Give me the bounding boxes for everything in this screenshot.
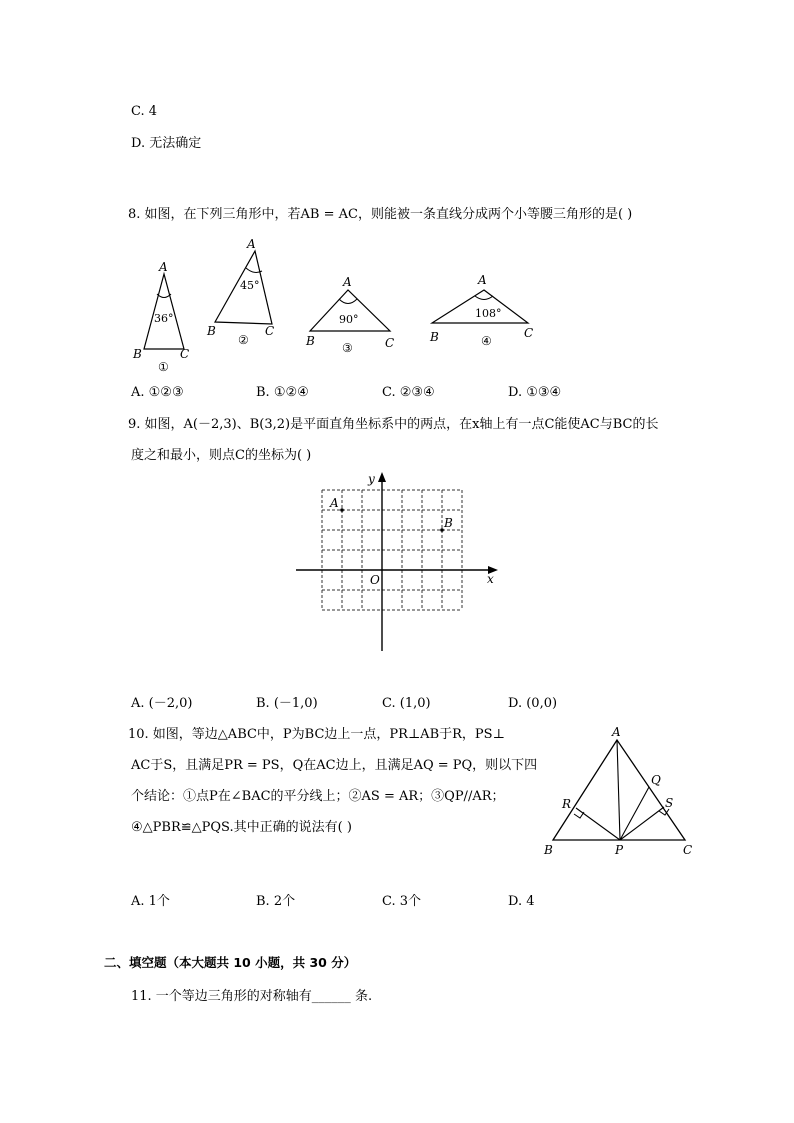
fig2-num: ② <box>238 333 249 347</box>
q9-coordinate-graph <box>290 468 505 658</box>
q10-label-s: S <box>665 796 674 810</box>
q10-label-b: B <box>544 843 553 857</box>
q10-label-q: Q <box>651 773 661 787</box>
q8-stem: 8. 如图，在下列三角形中，若AB = AC，则能被一条直线分成两个小等腰三角形的是( ) <box>128 207 633 222</box>
q9-point-a-label: A <box>330 496 339 510</box>
fig1-label-c: C <box>180 347 190 361</box>
fig4-angle: 108° <box>475 307 502 320</box>
q7-option-c: C. 4 <box>131 104 158 119</box>
q9-option-b: B. (－1,0) <box>256 696 318 711</box>
q9-point-b-label: B <box>444 516 453 530</box>
q9-origin-label: O <box>370 573 380 587</box>
fig2-label-a: A <box>247 237 256 251</box>
fig2-angle: 45° <box>240 279 260 292</box>
fig4-label-a: A <box>478 273 487 287</box>
q10-label-a: A <box>612 725 621 739</box>
fig3-angle: 90° <box>339 313 359 326</box>
q8-figure-3 <box>305 275 394 355</box>
q9-grid <box>322 490 462 610</box>
fig2-label-c: C <box>265 324 275 338</box>
q9-stem-line2: 度之和最小，则点C的坐标为( ) <box>131 448 312 463</box>
q9-y-label: y <box>368 472 375 486</box>
q10-option-a: A. 1个 <box>131 894 170 909</box>
q8-figure-2 <box>206 237 274 347</box>
fig1-num: ① <box>158 360 169 372</box>
q10-stem-line2: AC于S，且满足PR = PS，Q在AC边上，且满足AQ = PQ，则以下四 <box>131 758 538 773</box>
fig4-label-c: C <box>524 326 534 340</box>
q9-option-c: C. (1,0) <box>382 696 431 711</box>
q9-option-d: D. (0,0) <box>508 696 558 711</box>
fig1-label-a: A <box>159 260 168 274</box>
fig3-label-b: B <box>306 334 315 348</box>
q9-point-a <box>340 508 344 512</box>
q10-option-d: D. 4 <box>508 894 535 909</box>
q10-option-c: C. 3个 <box>382 894 422 909</box>
q10-stem-line1: 10. 如图，等边△ABC中，P为BC边上一点，PR⊥AB于R，PS⊥ <box>128 727 505 742</box>
fig1-angle: 36° <box>154 312 174 325</box>
q9-option-a: A. (－2,0) <box>131 696 193 711</box>
q11-text: 11. 一个等边三角形的对称轴有______ 条. <box>131 989 373 1004</box>
q8-option-c: C. ②③④ <box>382 385 435 400</box>
fig4-num: ④ <box>481 334 492 348</box>
q8-figure-4 <box>429 273 533 348</box>
q10-option-b: B. 2个 <box>256 894 296 909</box>
q8-figure-1 <box>132 260 189 372</box>
fig3-label-c: C <box>385 336 395 350</box>
q9-stem-line1: 9. 如图，A(－2,3)、B(3,2)是平面直角坐标系中的两点，在x轴上有一点C能使AC与BC的长 <box>128 417 659 432</box>
fig3-num: ③ <box>342 341 353 355</box>
q10-stem-line4: ④△PBR≌△PQS.其中正确的说法有( ) <box>131 820 352 835</box>
fig1-label-b: B <box>133 347 142 361</box>
fig4-label-b: B <box>430 330 439 344</box>
q10-stem-line3: 个结论：①点P在∠BAC的平分线上；②AS = AR；③QP//AR； <box>131 789 505 804</box>
q10-label-c: C <box>683 843 693 857</box>
q8-figures <box>120 232 560 372</box>
q10-label-p: P <box>615 843 624 857</box>
q9-x-label: x <box>487 572 494 586</box>
q8-option-b: B. ①②④ <box>256 385 309 400</box>
fig2-label-b: B <box>207 324 216 338</box>
section-heading-fill-blank: 二、填空题（本大题共 10 小题，共 30 分） <box>104 955 357 970</box>
fig3-label-a: A <box>343 275 352 289</box>
q8-option-d: D. ①③④ <box>508 385 562 400</box>
q10-label-r: R <box>562 797 572 811</box>
q8-option-a: A. ①②③ <box>131 385 184 400</box>
q7-option-d: D. 无法确定 <box>131 136 202 151</box>
q10-triangle-figure <box>540 722 700 862</box>
